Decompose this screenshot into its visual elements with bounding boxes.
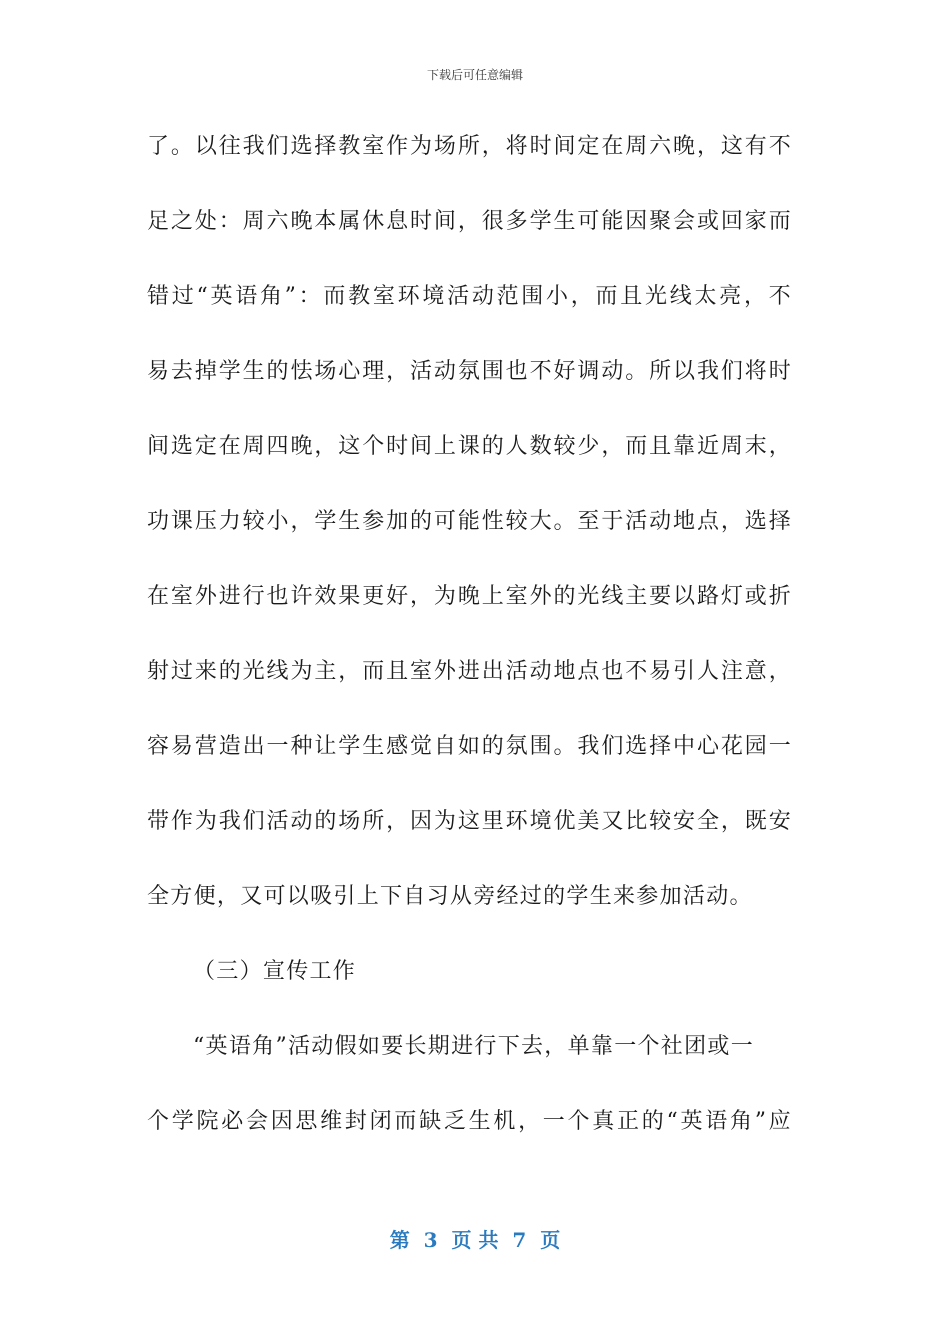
text-line: 容易营造出一种让学生感觉自如的氛围。我们选择中心花园一: [147, 734, 792, 759]
text-line: 带作为我们活动的场所，因为这里环境优美又比较安全，既安: [147, 809, 792, 834]
text-line: 功课压力较小，学生参加的可能性较大。至于活动地点，选择: [147, 509, 792, 534]
text-line: “英语角”活动假如要长期进行下去，单靠一个社团或一: [193, 1034, 754, 1059]
text-line: 间选定在周四晚，这个时间上课的人数较少，而且靠近周末，: [147, 434, 792, 459]
document-body: [147, 122, 792, 1172]
page-footer: 第 3 页 共 7 页: [389, 1228, 561, 1252]
section-heading: （三）宣传工作: [193, 959, 357, 984]
text-line: 足之处：周六晚本属休息时间，很多学生可能因聚会或回家而: [147, 209, 792, 234]
text-line: 了。以往我们选择教室作为场所，将时间定在周六晚，这有不: [147, 134, 792, 159]
text-line: 全方便，又可以吸引上下自习从旁经过的学生来参加活动。: [147, 884, 753, 909]
text-line: 个学院必会因思维封闭而缺乏生机，一个真正的“英语角”应: [147, 1109, 792, 1134]
text-line: 错过“英语角”：而教室环境活动范围小，而且光线太亮，不: [147, 284, 792, 309]
text-line: 易去掉学生的怯场心理，活动氛围也不好调动。所以我们将时: [147, 359, 792, 384]
page-header: 下载后可任意编辑: [426, 68, 523, 82]
text-line: 在室外进行也许效果更好，为晚上室外的光线主要以路灯或折: [147, 584, 792, 609]
text-line: 射过来的光线为主，而且室外进出活动地点也不易引人注意，: [147, 659, 792, 684]
